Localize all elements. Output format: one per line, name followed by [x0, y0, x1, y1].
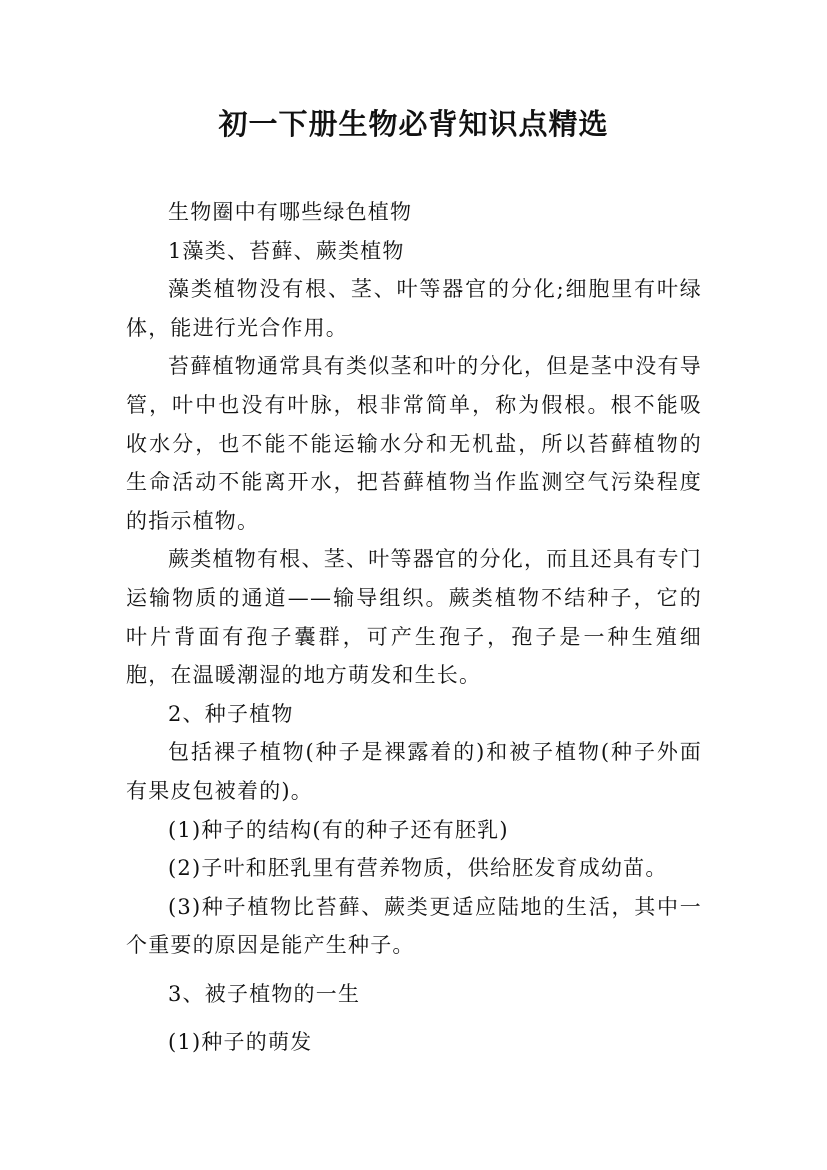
paragraph-adaptation: (3)种子植物比苔藓、蕨类更适应陆地的生活，其中一个重要的原因是能产生种子。 — [126, 894, 702, 958]
paragraph-gap — [126, 1013, 702, 1023]
paragraph-germination: (1)种子的萌发 — [168, 1030, 313, 1055]
paragraph-subheading-2: 2、种子植物 — [168, 701, 294, 726]
paragraph-fern: 蕨类植物有根、茎、叶等器官的分化，而且还具有专门运输物质的通道——输导组织。蕨类植物不结种子，它的叶片背面有孢子囊群，可产生孢子，孢子是一种生殖细胞，在温暖潮湿的地方萌发和生长。 — [126, 547, 702, 688]
paragraph-subheading-1: 1藻类、苔藓、蕨类植物 — [168, 238, 405, 263]
paragraph-gap — [126, 965, 702, 975]
document-title: 初一下册生物必背知识点精选 — [218, 107, 609, 141]
paragraph-section-heading: 生物圈中有哪些绿色植物 — [168, 200, 413, 224]
paragraph-subheading-3: 3、被子植物的一生 — [168, 981, 361, 1006]
paragraph-seed-structure: (1)种子的结构(有的种子还有胚乳) — [168, 817, 509, 842]
paragraph-cotyledon: (2)子叶和胚乳里有营养物质，供给胚发育成幼苗。 — [168, 856, 668, 881]
paragraph-algae: 藻类植物没有根、茎、叶等器官的分化;细胞里有叶绿体，能进行光合作用。 — [126, 277, 702, 340]
paragraph-moss: 苔藓植物通常具有类似茎和叶的分化，但是茎中没有导管，叶中也没有叶脉，根非常简单，称为假根。根不能吸收水分，也不能不能运输水分和无机盐，所以苔藓植物的生命活动不能离开水，把苔藓植物当作监测空气污染程度的指示植物。 — [126, 354, 702, 533]
paragraph-seed-plants: 包括裸子植物(种子是裸露着的)和被子植物(种子外面有果皮包被着的)。 — [126, 740, 702, 803]
document-body — [126, 193, 702, 1062]
